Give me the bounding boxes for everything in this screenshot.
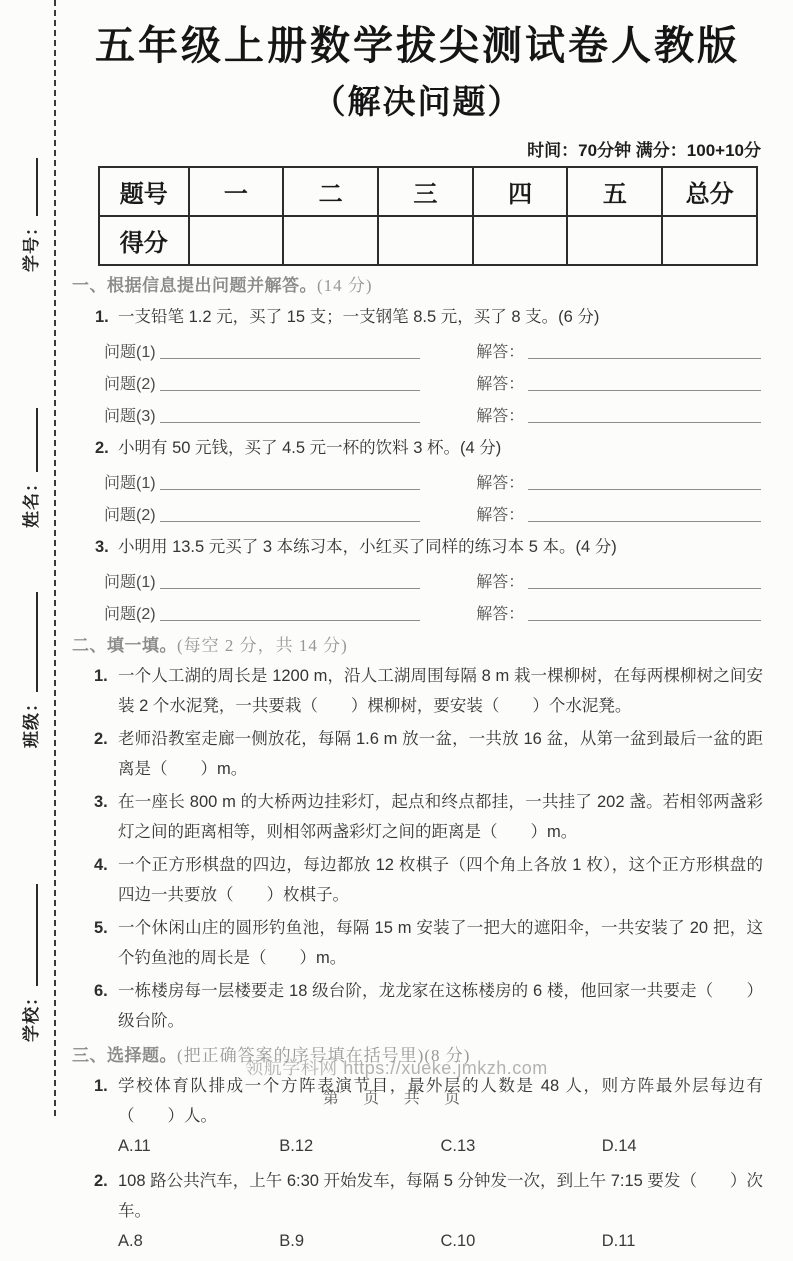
- option-b: B.9: [279, 1232, 305, 1250]
- score-table: [98, 166, 758, 266]
- answer-label: 解答：: [476, 475, 525, 492]
- s2-item-5-text: 一个休闲山庄的圆形钓鱼池，每隔 15 m 安装了一把大的遮阳伞，一共安装了 20 把，这个钓鱼池的周长是（ ）m。: [118, 919, 763, 967]
- s2-item-1-text: 一个人工湖的周长是 1200 m，沿人工湖周围每隔 8 m 栽一棵柳树，在每两棵柳树之间安装 2 个水泥凳，一共要栽（ ）棵柳树，要安装（ ）个水泥凳。: [118, 667, 763, 715]
- page-number-label: 第 页 共 页: [322, 1090, 471, 1107]
- score-cell[interactable]: [378, 216, 473, 265]
- option-b: B.12: [279, 1137, 314, 1155]
- s1-q3-blank-row-1: [72, 562, 763, 594]
- s1-question-3-number: 3.: [95, 538, 109, 556]
- s3-q1-options: [72, 1137, 763, 1156]
- sidebar-field-student-id: [12, 146, 42, 272]
- s1-question-2-text: 小明有 50 元钱，买了 4.5 元一杯的饮料 3 杯。(4 分): [118, 439, 502, 457]
- s3-q2-options: [72, 1232, 763, 1251]
- s2-item-6-number: 6.: [94, 982, 108, 1000]
- answer-label: 解答：: [476, 606, 525, 623]
- score-table-header-row: [99, 167, 757, 216]
- problem-1-label: 问题(1): [104, 344, 156, 361]
- s1-q2-blank-row-1: [72, 463, 763, 495]
- s2-item-4-text: 一个正方形棋盘的四边，每边都放 12 枚棋子（四个角上各放 1 枚），这个正方形棋盘的四边一共要放（ ）枚棋子。: [118, 856, 763, 904]
- name-label: 姓名：: [22, 474, 41, 528]
- score-table-score-row: [99, 216, 757, 265]
- s1-question-3: [72, 534, 763, 560]
- s2-item-4: [72, 850, 763, 910]
- score-table-col-3: 三: [378, 167, 473, 216]
- class-write-line[interactable]: [35, 592, 38, 692]
- question-blank-line[interactable]: [160, 588, 421, 589]
- problem-2-label: 问题(2): [104, 606, 156, 623]
- exam-meta: 时间：70分钟 满分：100+10分: [527, 141, 761, 160]
- answer-blank-line[interactable]: [528, 358, 761, 359]
- answer-blank-line[interactable]: [528, 390, 761, 391]
- score-cell[interactable]: [662, 216, 757, 265]
- option-d: D.11: [601, 1232, 636, 1250]
- problem-1-label: 问题(1): [104, 574, 156, 591]
- s2-item-3-number: 3.: [94, 793, 108, 811]
- problem-1-label: 问题(1): [104, 475, 156, 492]
- s1-question-1-text: 一支铅笔 1.2 元，买了 15 支；一支钢笔 8.5 元，买了 8 支。(6 分): [118, 308, 600, 326]
- s1-question-1-number: 1.: [95, 308, 109, 326]
- answer-blank-line[interactable]: [528, 588, 761, 589]
- problem-2-label: 问题(2): [104, 376, 156, 393]
- s1-q1-blank-row-1: [72, 332, 763, 364]
- option-a: A.11: [118, 1137, 151, 1155]
- question-blank-line[interactable]: [160, 489, 421, 490]
- question-blank-line[interactable]: [160, 358, 421, 359]
- answer-blank-line[interactable]: [528, 521, 761, 522]
- section-1-heading: [72, 275, 763, 297]
- answer-label: 解答：: [476, 507, 525, 524]
- score-table-col-total: 总分: [662, 167, 757, 216]
- s1-question-2-number: 2.: [95, 439, 109, 457]
- s1-question-2: [72, 435, 763, 461]
- score-cell[interactable]: [473, 216, 568, 265]
- option-d: D.14: [601, 1137, 637, 1155]
- question-blank-line[interactable]: [160, 620, 421, 621]
- school-label: 学校：: [22, 988, 41, 1042]
- section-3-title: 三、选择题。: [72, 1046, 177, 1065]
- page-subtitle: （解决问题）: [312, 83, 523, 120]
- s2-item-5-number: 5.: [94, 919, 108, 937]
- section-3-points: (把正确答案的序号填在括号里)(8 分): [177, 1046, 471, 1065]
- s2-item-3: [72, 787, 763, 847]
- score-table-col-5: 五: [567, 167, 662, 216]
- answer-label: 解答：: [476, 376, 525, 393]
- student-id-write-line[interactable]: [35, 158, 38, 216]
- s2-item-1: [72, 661, 763, 721]
- sidebar-field-name: [12, 396, 42, 528]
- option-a: A.8: [118, 1232, 143, 1250]
- s2-item-2: [72, 724, 763, 784]
- section-1-points: (14 分): [317, 276, 373, 295]
- s1-q2-blank-row-2: [72, 495, 763, 527]
- answer-blank-line[interactable]: [528, 489, 761, 490]
- s1-question-1: [72, 304, 763, 330]
- s2-item-3-text: 在一座长 800 m 的大桥两边挂彩灯，起点和终点都挂，一共挂了 202 盏。若相邻两盏彩灯之间的距离相等，则相邻两盏彩灯之间的距离是（ ）m。: [118, 793, 763, 841]
- page-footer: [0, 1054, 793, 1108]
- s3-question-2: [72, 1166, 763, 1226]
- s3-question-1-text: 学校体育队排成一个方阵表演节目，最外层的人数是 48 人，则方阵最外层每边有（ ）人。: [118, 1077, 763, 1125]
- section-1-title: 一、根据信息提出问题并解答。: [72, 276, 317, 295]
- answer-label: 解答：: [476, 344, 525, 361]
- margin-dashed-divider: [54, 0, 56, 1116]
- s3-question-2-text: 108 路公共汽车，上午 6:30 开始发车，每隔 5 分钟发一次，到上午 7:15 要发（ ）次车。: [118, 1172, 763, 1220]
- school-write-line[interactable]: [35, 884, 38, 986]
- option-c: C.10: [440, 1232, 476, 1250]
- page-title: 五年级上册数学拔尖测试卷人教版: [95, 24, 740, 68]
- answer-blank-line[interactable]: [528, 422, 761, 423]
- s2-item-5: [72, 913, 763, 973]
- s2-item-6-text: 一栋楼房每一层楼要走 18 级台阶，龙龙家在这栋楼房的 6 楼，他回家一共要走（ ）级台阶。: [118, 982, 763, 1030]
- sidebar-field-class: [12, 576, 42, 748]
- problem-3-label: 问题(3): [104, 408, 156, 425]
- s2-item-4-number: 4.: [94, 856, 108, 874]
- section-2-title: 二、填一填。: [72, 636, 177, 655]
- section-2-points: (每空 2 分，共 14 分): [177, 636, 348, 655]
- score-table-col-2: 二: [283, 167, 378, 216]
- s1-q1-blank-row-3: [72, 396, 763, 428]
- question-blank-line[interactable]: [160, 390, 421, 391]
- s2-item-1-number: 1.: [94, 667, 108, 685]
- watermark-site-link[interactable]: 领航学科网 https://xueke.jmkzh.com: [245, 1058, 548, 1078]
- s3-question-1-number: 1.: [94, 1077, 108, 1095]
- score-table-header-label: 题号: [99, 167, 189, 216]
- answer-label: 解答：: [476, 574, 525, 591]
- sidebar-field-school: [12, 866, 42, 1042]
- score-row-label: 得分: [99, 216, 189, 265]
- s2-item-6: [72, 976, 763, 1036]
- class-label: 班级：: [22, 694, 41, 748]
- s1-q1-blank-row-2: [72, 364, 763, 396]
- student-id-label: 学号：: [22, 218, 41, 272]
- score-cell[interactable]: [189, 216, 284, 265]
- score-table-col-4: 四: [473, 167, 568, 216]
- score-cell[interactable]: [283, 216, 378, 265]
- question-blank-line[interactable]: [160, 422, 421, 423]
- problem-2-label: 问题(2): [104, 507, 156, 524]
- s2-item-2-number: 2.: [94, 730, 108, 748]
- score-cell[interactable]: [567, 216, 662, 265]
- answer-blank-line[interactable]: [528, 620, 761, 621]
- option-c: C.13: [440, 1137, 476, 1155]
- section-2-heading: [72, 635, 763, 657]
- answer-label: 解答：: [476, 408, 525, 425]
- question-blank-line[interactable]: [160, 521, 421, 522]
- s2-item-2-text: 老师沿教室走廊一侧放花，每隔 1.6 m 放一盆，一共放 16 盆，从第一盆到最后一盆的距离是（ ）m。: [118, 730, 763, 778]
- s1-question-3-text: 小明用 13.5 元买了 3 本练习本，小红买了同样的练习本 5 本。(4 分): [118, 538, 617, 556]
- s3-question-2-number: 2.: [94, 1172, 108, 1190]
- score-table-col-1: 一: [189, 167, 284, 216]
- s1-q3-blank-row-2: [72, 594, 763, 626]
- name-write-line[interactable]: [35, 408, 38, 472]
